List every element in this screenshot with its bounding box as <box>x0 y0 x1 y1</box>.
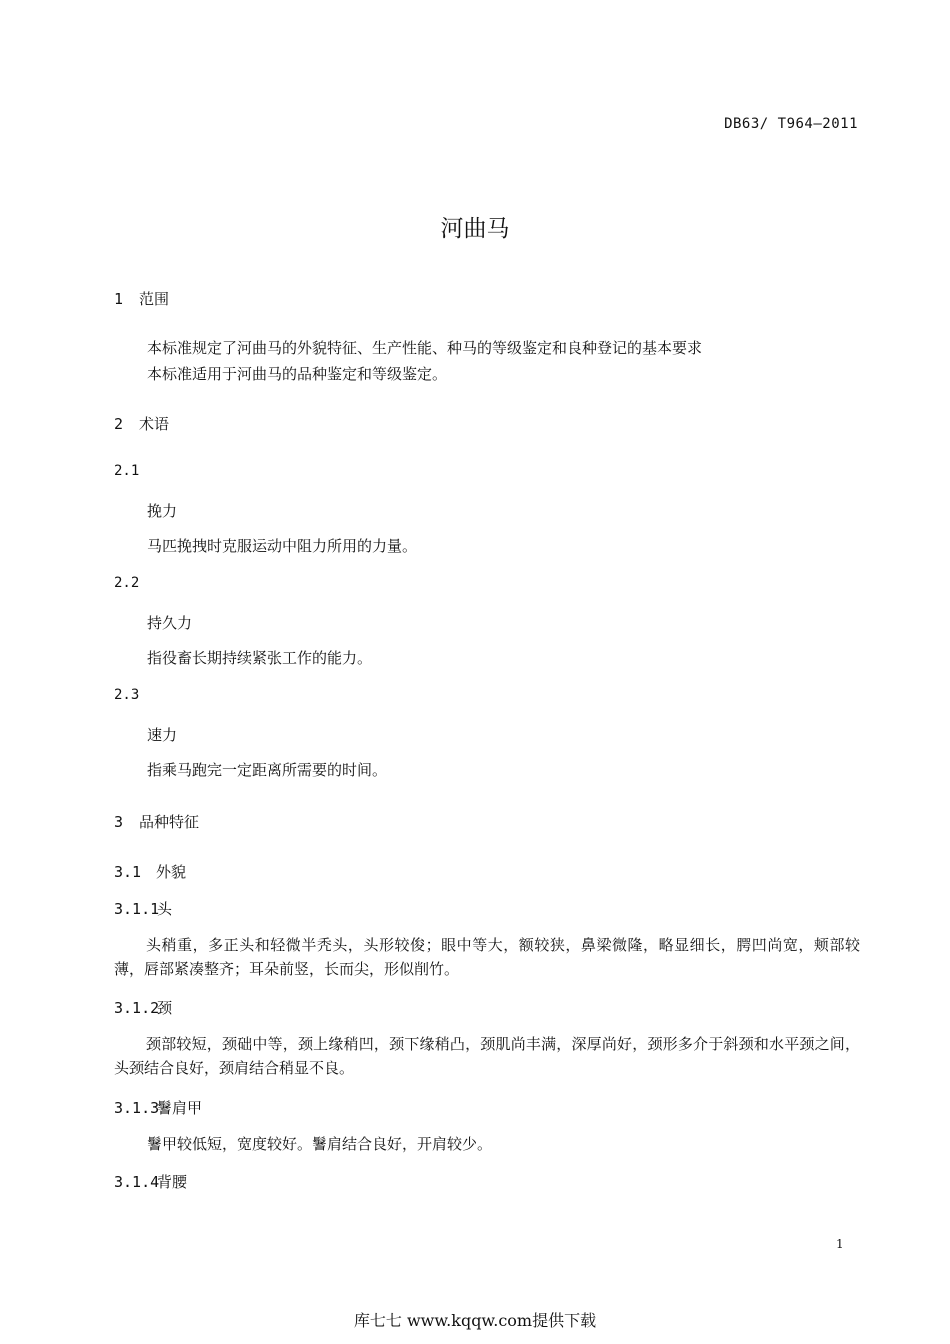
clause-heading-3-1-2 <box>114 997 172 1018</box>
clause-title: 鬐肩甲 <box>157 1099 203 1117</box>
clause-heading-3-1-4 <box>114 1171 187 1192</box>
page-title: 河曲马 <box>440 216 510 242</box>
term-title-2-3: 速力 <box>147 726 178 744</box>
clause-title: 头 <box>157 900 173 918</box>
subsection-number: 3.1 <box>114 863 142 881</box>
section-number: 1 <box>114 290 124 308</box>
term-number-2-2: 2.2 <box>114 575 140 591</box>
clause-heading-3-1-1 <box>114 898 172 919</box>
page-number: 1 <box>836 1237 844 1251</box>
clause-number: 3.1.2 <box>114 999 160 1017</box>
term-title-2-2: 持久力 <box>147 614 193 632</box>
term-number-2-3: 2.3 <box>114 687 140 703</box>
section-heading-2 <box>114 413 169 434</box>
section-number: 2 <box>114 415 124 433</box>
clause-title: 背腰 <box>157 1173 188 1191</box>
term-definition-2-2: 指役畜长期持续紧张工作的能力。 <box>147 649 373 667</box>
clause-number: 3.1.3 <box>114 1099 160 1117</box>
document-number: DB63/ T964—2011 <box>724 116 858 132</box>
download-footer: 库七七 www.kqqw.com提供下载 <box>353 1311 597 1330</box>
clause-title: 颈 <box>157 999 173 1017</box>
section-title: 品种特征 <box>139 813 200 831</box>
term-number-2-1: 2.1 <box>114 463 140 479</box>
scope-paragraph-2: 本标准适用于河曲马的品种鉴定和等级鉴定。 <box>147 365 448 383</box>
clause-heading-3-1-3 <box>114 1097 202 1118</box>
clause-text-3-1-3: 鬐甲较低短，宽度较好。鬐肩结合良好，开肩较少。 <box>147 1135 493 1153</box>
term-definition-2-1: 马匹挽拽时克服运动中阻力所用的力量。 <box>147 537 418 555</box>
clause-number: 3.1.1 <box>114 900 160 918</box>
clause-text-3-1-2: 颈部较短，颈础中等，颈上缘稍凹，颈下缘稍凸，颈肌尚丰满，深厚尚好，颈形多介于斜颈和水平颈之间，头颈结合良好，颈肩结合稍显不良。 <box>114 1035 860 1077</box>
subsection-title: 外貌 <box>156 863 187 881</box>
term-title-2-1: 挽力 <box>147 502 178 520</box>
section-title: 术语 <box>139 415 170 433</box>
clause-number: 3.1.4 <box>114 1173 160 1191</box>
section-heading-3 <box>114 811 199 832</box>
section-heading-1 <box>114 288 169 309</box>
clause-text-3-1-1: 头稍重，多正头和轻微半秃头，头形较俊；眼中等大，额较狭，鼻梁微隆，略显细长，腭凹尚宽，颊部较薄，唇部紧凑整齐；耳朵前竖，长而尖，形似削竹。 <box>114 936 860 978</box>
section-number: 3 <box>114 813 124 831</box>
subsection-heading-3-1 <box>114 861 186 882</box>
section-title: 范围 <box>139 290 170 308</box>
term-definition-2-3: 指乘马跑完一定距离所需要的时间。 <box>147 761 388 779</box>
scope-paragraph-1: 本标准规定了河曲马的外貌特征、生产性能、种马的等级鉴定和良种登记的基本要求 <box>147 339 703 357</box>
